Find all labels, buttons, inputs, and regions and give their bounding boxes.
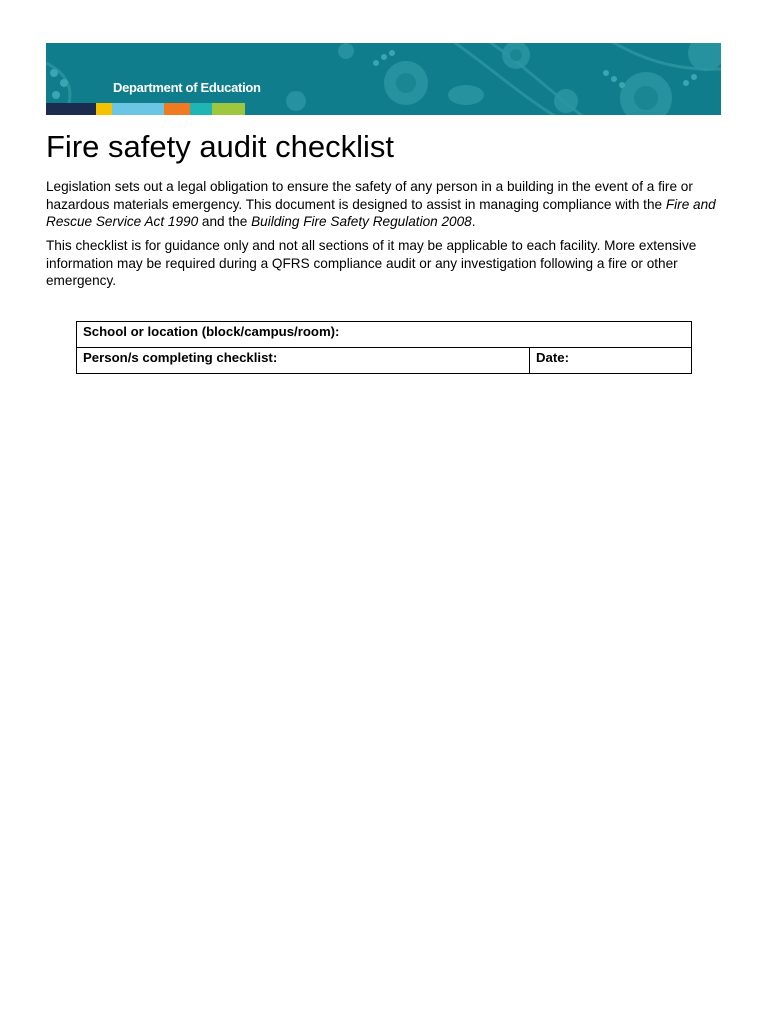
stripe-yellow [96,103,112,115]
intro-paragraph [46,178,726,231]
stripe-light-blue [112,103,164,115]
person-label: Person/s completing checklist: [83,350,278,365]
intro-text-middle: and the [198,214,252,230]
intro-text-end: . [471,214,476,230]
table-row [77,322,692,348]
act-name: Fire and Rescue Service Act 1990 [46,196,716,230]
location-field[interactable] [77,322,692,348]
regulation-name: Building Fire Safety Regulation 2008 [251,214,472,230]
department-name: Department of Education [113,80,261,95]
date-field[interactable] [530,348,692,374]
page-title: Fire safety audit checklist [46,129,395,164]
location-label: School or location (block/campus/room): [83,324,340,339]
person-field[interactable] [77,348,530,374]
checklist-details-table [76,321,692,374]
department-banner [46,43,721,115]
intro-text-start: Legislation sets out a legal obligation to ensure the safety of any person in a building in the event of a fire or hazardous materials emergency. This document is designed to assist in managing compliance with the [46,179,693,212]
colour-stripe-bar [46,103,245,115]
stripe-teal [190,103,212,115]
guidance-paragraph: This checklist is for guidance only and not all sections of it may be applicable to each facility. More extensive information may be required during a QFRS compliance audit or any investigation following a fire or other emergency. [46,238,697,289]
date-label: Date: [536,350,569,365]
table-row [77,348,692,374]
stripe-navy [46,103,96,115]
stripe-orange [164,103,190,115]
stripe-green [212,103,245,115]
